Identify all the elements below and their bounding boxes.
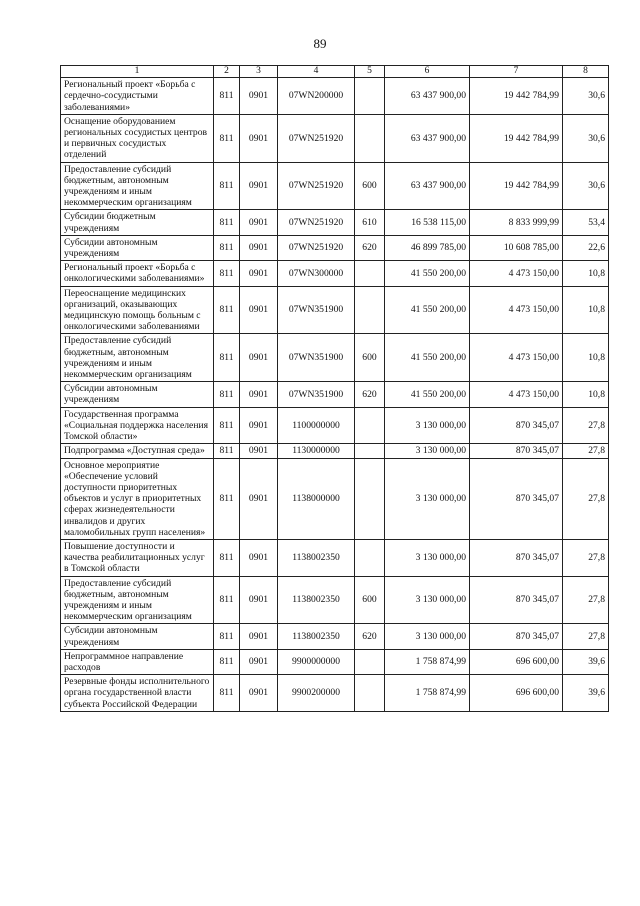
target-article: 07WN251920 xyxy=(278,114,355,162)
target-article: 07WN251920 xyxy=(278,235,355,260)
actual-amount: 696 600,00 xyxy=(470,649,563,674)
actual-amount: 4 473 150,00 xyxy=(470,261,563,286)
section-code: 0901 xyxy=(240,576,278,624)
admin-code: 811 xyxy=(214,162,240,210)
percent-executed: 10,8 xyxy=(563,286,609,334)
percent-executed: 39,6 xyxy=(563,649,609,674)
target-article: 1138002350 xyxy=(278,576,355,624)
expense-type xyxy=(355,675,385,712)
admin-code: 811 xyxy=(214,235,240,260)
expense-type xyxy=(355,78,385,115)
row-name: Оснащение оборудованием региональных сосудистых центров и первичных сосудистых отделений xyxy=(61,114,214,162)
budget-table xyxy=(60,65,609,712)
percent-executed: 27,8 xyxy=(563,444,609,458)
row-name: Повышение доступности и качества реабилитационных услуг в Томской области xyxy=(61,539,214,576)
section-code: 0901 xyxy=(240,675,278,712)
header-cell: 5 xyxy=(355,66,385,78)
actual-amount: 19 442 784,99 xyxy=(470,114,563,162)
table-row xyxy=(61,114,609,162)
table-row xyxy=(61,162,609,210)
row-name: Основное мероприятие «Обеспечение условий доступности приоритетных объектов и услуг в приоритетных сферах жизнедеятельности инвалидов и других маломобильных групп населения» xyxy=(61,458,214,539)
percent-executed: 10,8 xyxy=(563,382,609,407)
actual-amount: 19 442 784,99 xyxy=(470,162,563,210)
admin-code: 811 xyxy=(214,78,240,115)
target-article: 1138002350 xyxy=(278,624,355,649)
header-cell: 6 xyxy=(385,66,470,78)
plan-amount: 46 899 785,00 xyxy=(385,235,470,260)
percent-executed: 22,6 xyxy=(563,235,609,260)
target-article: 07WN300000 xyxy=(278,261,355,286)
page-number: 89 xyxy=(313,36,327,51)
table-row xyxy=(61,235,609,260)
section-code: 0901 xyxy=(240,78,278,115)
table-row xyxy=(61,334,609,382)
row-name: Подпрограмма «Доступная среда» xyxy=(61,444,214,458)
section-code: 0901 xyxy=(240,539,278,576)
plan-amount: 3 130 000,00 xyxy=(385,458,470,539)
row-name: Переоснащение медицинских организаций, оказывающих медицинскую помощь больным с онкологическими заболеваниями xyxy=(61,286,214,334)
header-cell: 1 xyxy=(61,66,214,78)
percent-executed: 53,4 xyxy=(563,210,609,235)
expense-type xyxy=(355,286,385,334)
admin-code: 811 xyxy=(214,444,240,458)
header-cell: 7 xyxy=(470,66,563,78)
target-article: 1138000000 xyxy=(278,458,355,539)
actual-amount: 4 473 150,00 xyxy=(470,334,563,382)
row-name: Резервные фонды исполнительного органа государственной власти субъекта Российской Федерации xyxy=(61,675,214,712)
target-article: 07WN200000 xyxy=(278,78,355,115)
expense-type xyxy=(355,261,385,286)
plan-amount: 3 130 000,00 xyxy=(385,407,470,444)
actual-amount: 4 473 150,00 xyxy=(470,382,563,407)
section-code: 0901 xyxy=(240,382,278,407)
percent-executed: 27,8 xyxy=(563,576,609,624)
actual-amount: 696 600,00 xyxy=(470,675,563,712)
row-name: Субсидии бюджетным учреждениям xyxy=(61,210,214,235)
expense-type: 620 xyxy=(355,624,385,649)
target-article: 07WN251920 xyxy=(278,162,355,210)
table-row xyxy=(61,286,609,334)
table-row xyxy=(61,444,609,458)
expense-type xyxy=(355,649,385,674)
actual-amount: 870 345,07 xyxy=(470,539,563,576)
section-code: 0901 xyxy=(240,261,278,286)
table-row xyxy=(61,78,609,115)
target-article: 9900000000 xyxy=(278,649,355,674)
plan-amount: 3 130 000,00 xyxy=(385,539,470,576)
table-row xyxy=(61,649,609,674)
target-article: 07WN351900 xyxy=(278,334,355,382)
target-article: 07WN351900 xyxy=(278,286,355,334)
percent-executed: 27,8 xyxy=(563,458,609,539)
plan-amount: 1 758 874,99 xyxy=(385,675,470,712)
percent-executed: 39,6 xyxy=(563,675,609,712)
row-name: Субсидии автономным учреждениям xyxy=(61,382,214,407)
target-article: 9900200000 xyxy=(278,675,355,712)
percent-executed: 30,6 xyxy=(563,162,609,210)
expense-type xyxy=(355,444,385,458)
expense-type xyxy=(355,539,385,576)
admin-code: 811 xyxy=(214,624,240,649)
row-name: Предоставление субсидий бюджетным, автономным учреждениям и иным некоммерческим организациям xyxy=(61,162,214,210)
expense-type xyxy=(355,407,385,444)
row-name: Предоставление субсидий бюджетным, автономным учреждениям и иным некоммерческим организациям xyxy=(61,334,214,382)
admin-code: 811 xyxy=(214,382,240,407)
table-row xyxy=(61,382,609,407)
percent-executed: 30,6 xyxy=(563,114,609,162)
target-article: 1138002350 xyxy=(278,539,355,576)
percent-executed: 27,8 xyxy=(563,407,609,444)
actual-amount: 870 345,07 xyxy=(470,407,563,444)
target-article: 07WN251920 xyxy=(278,210,355,235)
expense-type xyxy=(355,114,385,162)
target-article: 07WN351900 xyxy=(278,382,355,407)
plan-amount: 63 437 900,00 xyxy=(385,78,470,115)
section-code: 0901 xyxy=(240,649,278,674)
admin-code: 811 xyxy=(214,407,240,444)
admin-code: 811 xyxy=(214,261,240,286)
header-cell: 2 xyxy=(214,66,240,78)
section-code: 0901 xyxy=(240,114,278,162)
admin-code: 811 xyxy=(214,114,240,162)
actual-amount: 870 345,07 xyxy=(470,576,563,624)
percent-executed: 30,6 xyxy=(563,78,609,115)
expense-type: 600 xyxy=(355,162,385,210)
section-code: 0901 xyxy=(240,235,278,260)
table-row xyxy=(61,407,609,444)
header-cell: 4 xyxy=(278,66,355,78)
actual-amount: 870 345,07 xyxy=(470,458,563,539)
actual-amount: 870 345,07 xyxy=(470,444,563,458)
table-row xyxy=(61,675,609,712)
section-code: 0901 xyxy=(240,162,278,210)
plan-amount: 63 437 900,00 xyxy=(385,162,470,210)
expense-type: 610 xyxy=(355,210,385,235)
admin-code: 811 xyxy=(214,286,240,334)
row-name: Непрограммное направление расходов xyxy=(61,649,214,674)
plan-amount: 3 130 000,00 xyxy=(385,444,470,458)
admin-code: 811 xyxy=(214,539,240,576)
admin-code: 811 xyxy=(214,210,240,235)
section-code: 0901 xyxy=(240,334,278,382)
table-row xyxy=(61,539,609,576)
row-name: Государственная программа «Социальная поддержка населения Томской области» xyxy=(61,407,214,444)
header-cell: 3 xyxy=(240,66,278,78)
admin-code: 811 xyxy=(214,458,240,539)
admin-code: 811 xyxy=(214,649,240,674)
table-header-row xyxy=(61,66,609,78)
plan-amount: 1 758 874,99 xyxy=(385,649,470,674)
plan-amount: 41 550 200,00 xyxy=(385,334,470,382)
expense-type: 600 xyxy=(355,576,385,624)
admin-code: 811 xyxy=(214,576,240,624)
actual-amount: 870 345,07 xyxy=(470,624,563,649)
row-name: Региональный проект «Борьба с онкологическими заболеваниями» xyxy=(61,261,214,286)
actual-amount: 10 608 785,00 xyxy=(470,235,563,260)
section-code: 0901 xyxy=(240,624,278,649)
row-name: Предоставление субсидий бюджетным, автономным учреждениям и иным некоммерческим организациям xyxy=(61,576,214,624)
percent-executed: 10,8 xyxy=(563,261,609,286)
table-row xyxy=(61,624,609,649)
plan-amount: 16 538 115,00 xyxy=(385,210,470,235)
expense-type xyxy=(355,458,385,539)
expense-type: 600 xyxy=(355,334,385,382)
plan-amount: 41 550 200,00 xyxy=(385,286,470,334)
target-article: 1130000000 xyxy=(278,444,355,458)
actual-amount: 4 473 150,00 xyxy=(470,286,563,334)
actual-amount: 19 442 784,99 xyxy=(470,78,563,115)
table-row xyxy=(61,576,609,624)
plan-amount: 41 550 200,00 xyxy=(385,261,470,286)
plan-amount: 3 130 000,00 xyxy=(385,576,470,624)
admin-code: 811 xyxy=(214,334,240,382)
table-row xyxy=(61,210,609,235)
plan-amount: 63 437 900,00 xyxy=(385,114,470,162)
section-code: 0901 xyxy=(240,286,278,334)
percent-executed: 27,8 xyxy=(563,624,609,649)
plan-amount: 41 550 200,00 xyxy=(385,382,470,407)
expense-type: 620 xyxy=(355,235,385,260)
row-name: Субсидии автономным учреждениям xyxy=(61,235,214,260)
percent-executed: 27,8 xyxy=(563,539,609,576)
header-cell: 8 xyxy=(563,66,609,78)
row-name: Региональный проект «Борьба с сердечно-сосудистыми заболеваниями» xyxy=(61,78,214,115)
actual-amount: 8 833 999,99 xyxy=(470,210,563,235)
table-row xyxy=(61,261,609,286)
plan-amount: 3 130 000,00 xyxy=(385,624,470,649)
section-code: 0901 xyxy=(240,444,278,458)
admin-code: 811 xyxy=(214,675,240,712)
section-code: 0901 xyxy=(240,458,278,539)
table-row xyxy=(61,458,609,539)
row-name: Субсидии автономным учреждениям xyxy=(61,624,214,649)
section-code: 0901 xyxy=(240,210,278,235)
percent-executed: 10,8 xyxy=(563,334,609,382)
section-code: 0901 xyxy=(240,407,278,444)
expense-type: 620 xyxy=(355,382,385,407)
target-article: 1100000000 xyxy=(278,407,355,444)
